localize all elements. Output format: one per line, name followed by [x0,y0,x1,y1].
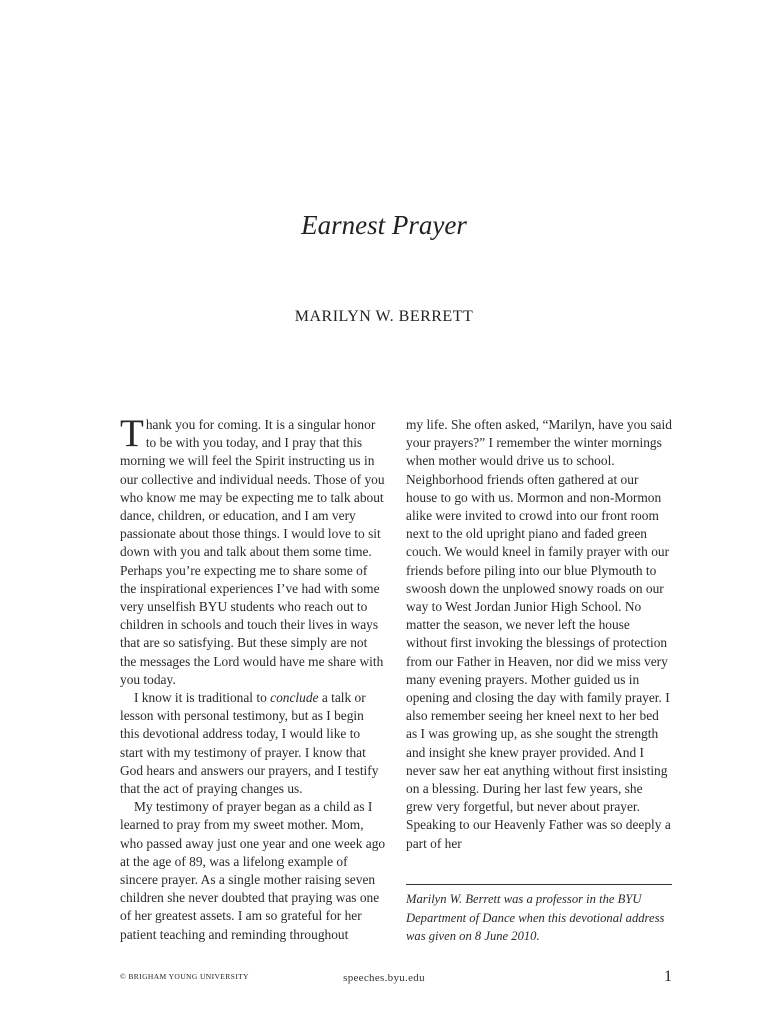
body-column-right [406,416,672,853]
drop-cap: T [120,412,144,455]
author-name: MARILYN W. BERRETT [294,308,474,325]
copyright-notice: © BRIGHAM YOUNG UNIVERSITY [120,972,249,981]
paragraph [120,412,386,689]
paragraph: I know it is traditional to conclude a talk or lesson with personal testimony, but as I begin this devotional address today, I would like to start with my testimony of prayer. I know that God hears and answers our prayers, and I testify that the act of praying changes us. [120,690,379,797]
author-footnote: Marilyn W. Berrett was a professor in the BYU Department of Dance when this devotional address was given on 8 June 2010. [406,892,665,943]
paragraph: My testimony of prayer began as a child as I learned to pray from my sweet mother. Mom, who passed away just one year and one week ago at the age of 89, was a lifelong example of sincere prayer. As a single mother raising seven children she never doubted that praying was one of her greatest assets. I am so grateful for her patient teaching and reminding throughout [120,799,386,942]
page-title: Earnest Prayer [301,210,467,240]
paragraph: my life. She often asked, “Marilyn, have you said your prayers?” I remember the winter mornings when mother would drive us to school. Neighborhood friends often gathered at our house to go with us. Mormon and non-Mormon alike were invited to crowd into our front room next to the old upright piano and faded green couch. We would kneel in family prayer with our friends before piling into our blue Plymouth to swoosh down the unplowed snowy roads on our way to West Jordan Junior High School. No matter the season, we never left the house without first invoking the blessings of protection from our Father in Heaven, nor did we miss very many evening prayers. Mother guided us in opening and closing the day with family prayer. I also remember seeing her kneel next to her bed as I was growing up, as she sought the strength and insight she knew prayer provided. And I never saw her eat anything without first insisting on a blessing. During her last few years, she grew very forgetful, but never about prayer. Speaking to our Heavenly Father was so deeply a part of her [406,417,672,851]
emphasis-text: conclude [270,690,319,706]
page-number: 1 [664,968,672,985]
paragraph-text: hank you for coming. It is a singular honor to be with you today, and I pray that this morning we will feel the Spirit instructing us in our collective and individual needs. Those of you who know me may be expecting me to talk about dance, children, or education, and I am very passionate about those things. I would love to sit down with you and talk about them some time. Perhaps you’re expecting me to share some of the inspirational experiences I’ve had with some very unselfish BYU students who reach out to children in schools and touch their lives in ways that are so satisfying. But these simply are not the messages the Lord would have me share with you today. [120,417,385,687]
footer-website: speeches.byu.edu [343,972,425,984]
footnote-divider [406,884,672,885]
body-column-left [120,412,386,944]
